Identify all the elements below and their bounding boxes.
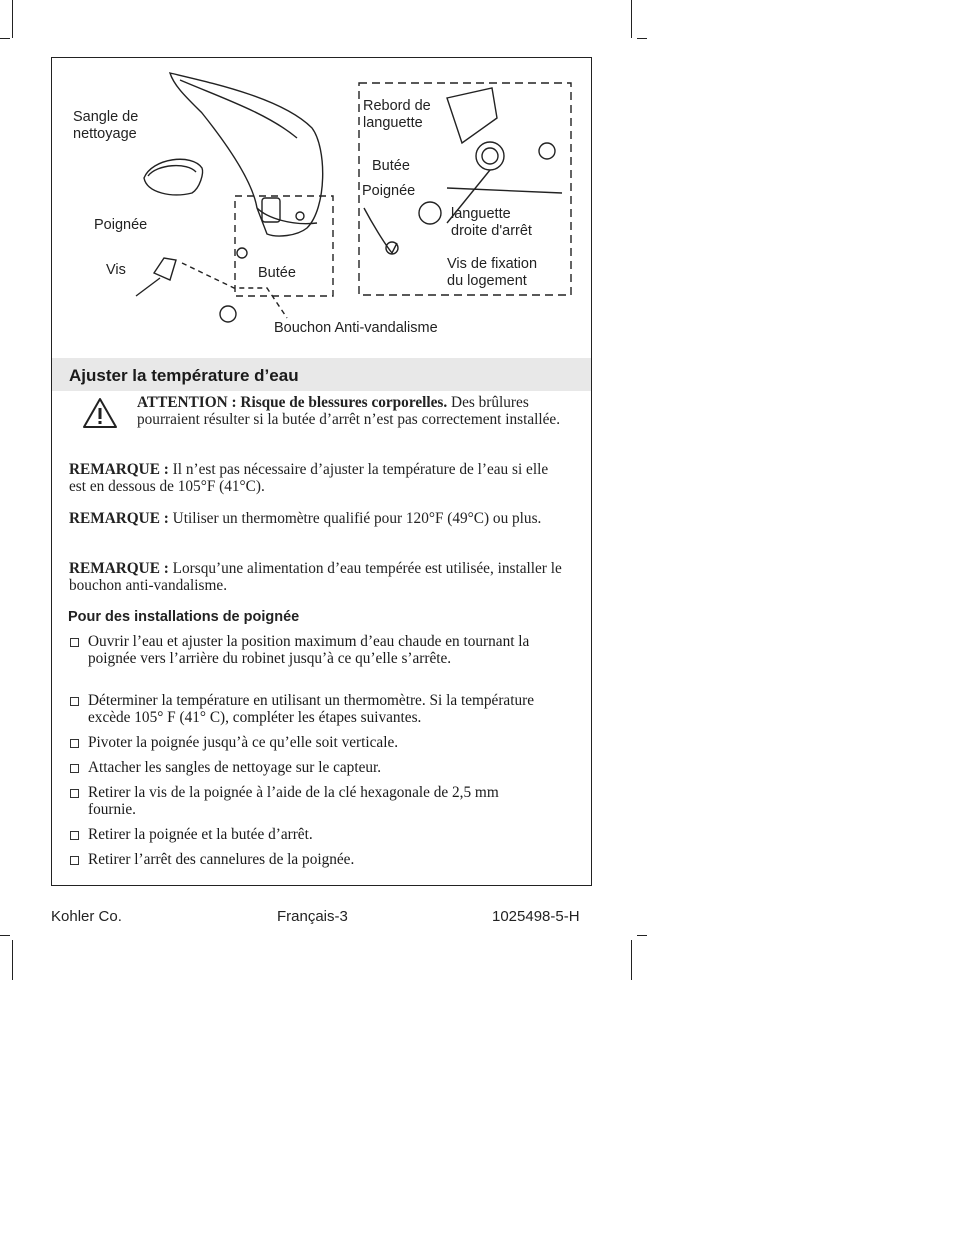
step-text: Pivoter la poignée jusqu’à ce qu’elle soit verticale. xyxy=(88,734,399,751)
warning-icon xyxy=(82,397,118,429)
note-label: REMARQUE : xyxy=(69,510,169,527)
section-title: Ajuster la température d’eau xyxy=(69,366,299,385)
step-text: Ouvrir l’eau et ajuster la position maximum d’eau chaude en tournant la poignée vers l’arrière du robinet jusqu’à ce qu’elle s’arrête. xyxy=(88,633,530,667)
footer-page-number: Français-3 xyxy=(277,908,348,925)
checkbox-icon xyxy=(70,856,79,865)
note-3 xyxy=(69,560,564,594)
crop-mark xyxy=(631,940,632,980)
checkbox-icon xyxy=(70,789,79,798)
note-text: Utiliser un thermomètre qualifié pour 120°F (49°C) ou plus. xyxy=(168,510,542,527)
footer-company: Kohler Co. xyxy=(51,908,122,925)
note-label: REMARQUE : xyxy=(69,560,169,577)
checkbox-icon xyxy=(70,764,79,773)
attention-label: ATTENTION : Risque de blessures corporelles. xyxy=(137,394,448,411)
label-tab-ledge: Rebord de languette xyxy=(363,98,431,131)
step-text: Retirer la vis de la poignée à l’aide de la clé hexagonale de 2,5 mm fournie. xyxy=(88,784,499,818)
checkbox-icon xyxy=(70,638,79,647)
step-text: Déterminer la température en utilisant un thermomètre. Si la température excède 105° F (41° C), compléter les étapes suivantes. xyxy=(88,692,534,726)
label-handle-left: Poignée xyxy=(94,217,148,233)
label-stop-tab: languette droite d'arrêt xyxy=(451,206,532,239)
step-text: Attacher les sangles de nettoyage sur le capteur. xyxy=(88,759,382,776)
label-vandal-cap: Bouchon Anti-vandalisme xyxy=(274,320,438,336)
attention-body: Des brûlures pourraient résulter si la butée d’arrêt n’est pas correctement installée. xyxy=(137,394,561,428)
label-handle-right: Poignée xyxy=(362,183,416,199)
checkbox-icon xyxy=(70,697,79,706)
crop-mark xyxy=(637,38,647,39)
label-stop-left: Butée xyxy=(258,265,296,281)
crop-mark xyxy=(631,0,632,38)
note-2 xyxy=(69,510,564,527)
attention-text xyxy=(137,394,577,428)
label-stop-right: Butée xyxy=(372,158,410,174)
footer-doc-number: 1025498-5-H xyxy=(492,908,580,925)
subsection-title: Pour des installations de poignée xyxy=(68,609,300,625)
label-cleaning-strap: Sangle de nettoyage xyxy=(73,109,139,142)
note-1 xyxy=(69,461,549,495)
crop-mark xyxy=(0,38,10,39)
crop-mark xyxy=(12,0,13,38)
label-screw: Vis xyxy=(106,262,126,278)
checkbox-icon xyxy=(70,739,79,748)
crop-mark xyxy=(12,940,13,980)
note-text: Il n’est pas nécessaire d’ajuster la température de l’eau si elle est en dessous de 105°F (41°C). xyxy=(69,461,549,495)
crop-mark xyxy=(637,935,647,936)
checkbox-icon xyxy=(70,831,79,840)
crop-mark xyxy=(0,935,10,936)
note-label: REMARQUE : xyxy=(69,461,169,478)
step-text: Retirer l’arrêt des cannelures de la poignée. xyxy=(88,851,355,868)
note-text: Lorsqu’une alimentation d’eau tempérée est utilisée, installer le bouchon anti-vandalisme. xyxy=(69,560,562,594)
section-header xyxy=(52,358,591,391)
label-housing-screw: Vis de fixation du logement xyxy=(447,256,538,289)
step-text: Retirer la poignée et la butée d’arrêt. xyxy=(88,826,313,843)
